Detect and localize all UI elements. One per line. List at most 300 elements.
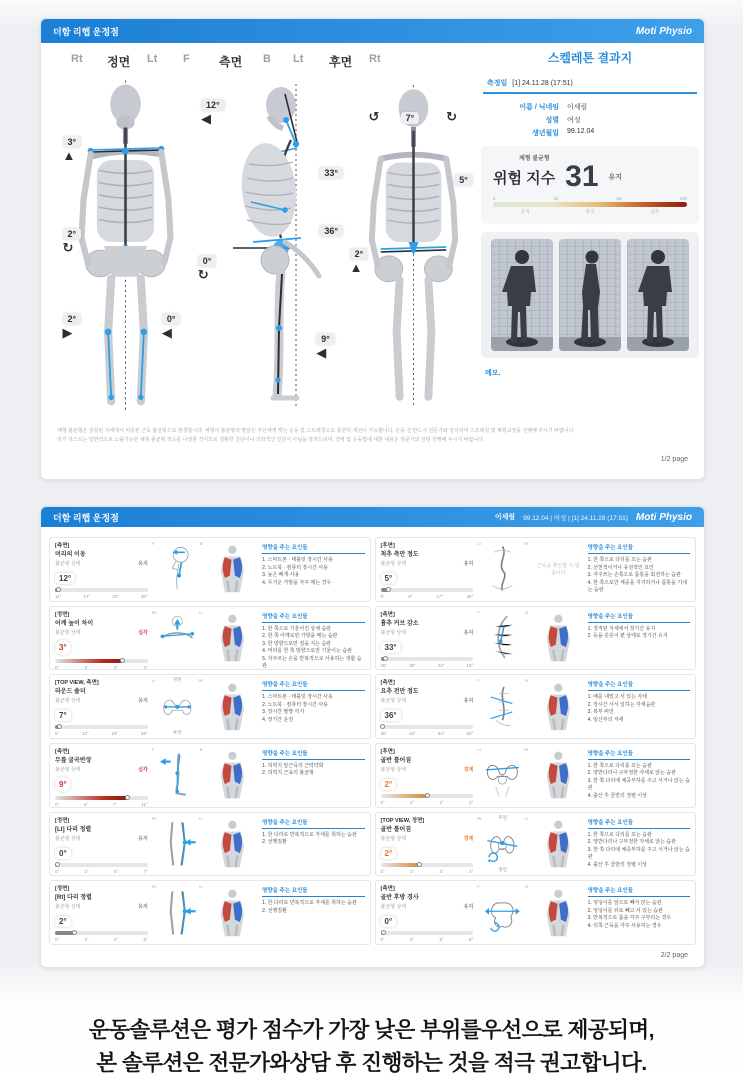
scale-bar (381, 725, 474, 729)
diagram-tag-right: B (525, 884, 528, 890)
measurement-block (375, 812, 697, 877)
tick-label: 1° (410, 799, 415, 805)
status-value: 경계 (463, 766, 474, 773)
tick-label: 4° (469, 868, 474, 874)
person-side-silhouette-icon (559, 239, 621, 351)
factors-heading: 영향을 주는 요인들 (262, 749, 364, 760)
status-label: 불균형 상태 (55, 766, 81, 773)
tick-label: 5° (114, 868, 119, 874)
diagram-top-label: 정면 (172, 677, 182, 683)
factors-list (588, 832, 690, 870)
status-label: 불균형 상태 (380, 766, 407, 773)
tick-label: 36° (380, 731, 388, 737)
tick-label: 7° (112, 801, 117, 807)
back-left-label: Lt (293, 53, 304, 65)
tick-label: 63° (466, 731, 474, 737)
angle-value: 9° (55, 777, 71, 792)
disclaimer-line1: 체형 불균형은 잘못된 자세에서 비롯된 근육 불균형으로 발생합니다. 체형의 불균형적 발달은 자신에게 맞는 운동 및 스트레칭으로 충분히 개선이 가능합니다. 운동 전 반드시 전문가와 상의하여 스트레칭 및 체형교정을 진행해 주시기 바랍니다. (57, 428, 575, 434)
front-left-label: Rt (71, 53, 83, 65)
measurement-block (375, 606, 697, 671)
tick-label: 4° (143, 664, 148, 670)
diagram-top-label: 후면 (498, 814, 507, 820)
scale-ticks (55, 937, 148, 942)
front-right-label: Lt (147, 53, 158, 65)
measurement-block (375, 537, 697, 602)
posture-diagram (151, 747, 204, 804)
factor-item: 4. 장기간 운전 (262, 716, 294, 723)
angle-value: 36° (381, 710, 401, 721)
factor-item: 3. 반복적으로 몸을 자주 구부리는 경우 (587, 915, 672, 922)
skeleton-result-panel (481, 49, 699, 378)
arrow-icon: ▲ (62, 148, 76, 164)
block-view-label: [후면] (380, 543, 395, 549)
diagram-tag-left: F (477, 884, 480, 890)
angle-badge-value: 5° (454, 174, 473, 186)
angle-badge-value: 2° (350, 248, 369, 260)
block-measure-name: 골반 틀어짐 (380, 826, 412, 833)
arrow-icon: ▲ (349, 260, 363, 276)
arrow-icon: ◀ (161, 325, 172, 340)
angle-value: 33° (381, 642, 401, 653)
scale-ticks (55, 869, 148, 874)
diagram-tag-left: F (151, 541, 155, 546)
arrow-icon: ↻ (197, 267, 209, 283)
photo-back (627, 239, 689, 351)
factor-item: 1. 스마트폰 · 태블릿 장시간 사용 (262, 694, 333, 701)
factors-heading: 영향을 주는 요인들 (588, 886, 690, 897)
posture-diagram (151, 816, 204, 873)
disclaimer-line2: 상기 리스트는 일반적으로 노출가능한 체형 불균형 정도를 나열한 것이므로 정확한 진단이나 의학적인 진단이 아님을 알려드리며, 질병 및 운동법에 대한 내용은 전문가와 상담 진행해 주시기 바랍니다. (57, 436, 485, 443)
tick-label: 4° (114, 937, 119, 943)
angle-value: 2° (55, 916, 71, 927)
scale-bar (55, 863, 148, 867)
block-measure-name: 골반 후방 경사 (380, 895, 419, 902)
angle-badge (368, 109, 379, 123)
measurement-grid (49, 537, 696, 945)
factor-item: 1. 스마트폰 · 태블릿 장시간 사용 (262, 557, 333, 563)
muscle-diagram (532, 747, 585, 804)
angle-badge (350, 248, 369, 274)
status-label: 불균형 상태 (55, 561, 81, 567)
tick-label: 12° (82, 731, 89, 737)
scale-ticks (381, 937, 474, 942)
angle-value: 0° (55, 848, 71, 859)
posture-diagram (151, 884, 204, 941)
muscle-diagram (532, 884, 585, 941)
factor-item: 2. 엉덩이를 뒤로 빼고 서 있는 습관 (587, 907, 663, 914)
block-measure-name: 어깨 높이 차이 (55, 620, 94, 627)
diagram-tag-right: B (525, 678, 528, 684)
factor-item: 2. 노트북 · 컴퓨터 장시간 사용 (262, 564, 328, 571)
factor-item: 4. 임산부의 자세 (587, 716, 624, 723)
factor-item: 3. 한 방향으로만 짐을 지는 습관 (262, 640, 332, 647)
scale-bar (381, 931, 474, 935)
angle-badge (454, 174, 473, 186)
tick-label: 5° (439, 937, 444, 943)
angle-badge-value: 12° (201, 99, 225, 111)
factor-item: 3. 장시간 팔짱 끼기 (262, 709, 305, 716)
angle-badge-value: 2° (63, 313, 82, 325)
tick-label: 8° (469, 937, 474, 943)
diagram-tag-right: Rt (198, 678, 203, 684)
report-page-1 (40, 18, 705, 480)
tick-label: 11° (141, 801, 148, 807)
tick-label: 3° (469, 799, 474, 805)
diagram-tag-left: Rt (151, 609, 156, 615)
gauge-bar (493, 202, 687, 207)
block-view-label: [TOP VIEW, 측면] (55, 680, 99, 687)
angle-value: 3° (55, 640, 71, 655)
factors-list (262, 557, 364, 587)
measurement-block (49, 880, 371, 945)
tick-label: 11° (55, 594, 62, 599)
angle-value: 2° (381, 848, 397, 859)
muscle-diagram (532, 541, 585, 598)
status-value: 유지 (463, 561, 474, 567)
tick-label: 17° (83, 594, 91, 599)
scale-bar (381, 657, 474, 661)
patient-meta: 99.12.04 | 여성 | [1] 24.11.28 (17:51) (523, 514, 628, 522)
factor-item: 2. 등을 꼿꼿이 편 상태로 장기간 유지 (587, 633, 668, 640)
posture-diagram (476, 610, 529, 667)
diagram-tag-left: Rt (151, 884, 156, 890)
factors-list (262, 763, 364, 778)
diagram-tag-right: Lt (199, 884, 203, 890)
brand-logo: Moti Physio (635, 511, 692, 523)
tick-label: 18° (466, 662, 474, 668)
factor-item: 2. 한 쪽 어깨로만 가방을 메는 습관 (262, 633, 338, 640)
angle-badge-value: 36° (319, 225, 343, 237)
scale-bar (381, 794, 474, 798)
side-right-label: B (263, 53, 271, 65)
factor-item: 1. 배를 내밀고 서 있는 자세 (587, 694, 647, 701)
tick-label: 2° (439, 799, 444, 805)
gauge-tick: 0 (493, 196, 496, 201)
tick-label: 1° (410, 868, 415, 874)
page1-header (41, 19, 704, 43)
factors-list (588, 694, 690, 724)
angle-badge (401, 112, 420, 124)
status-value: 심각 (138, 629, 148, 636)
status-value: 유지 (463, 629, 474, 636)
factors-list (588, 557, 690, 595)
arrow-icon: ↺ (368, 109, 380, 124)
scale-ticks (55, 594, 148, 599)
block-measure-name: 라운드 숄더 (55, 689, 86, 696)
measure-date (487, 78, 699, 88)
diagram-bottom-label: 후면 (172, 729, 182, 735)
muscle-diagram (206, 541, 259, 598)
block-view-label: [측면] (55, 543, 70, 549)
gauge-zone: 유지 (521, 209, 530, 214)
status-value: 유지 (463, 904, 474, 911)
angle-badge-value: 9° (316, 333, 335, 345)
block-view-label: [정면] (55, 817, 70, 824)
tick-label: 0° (55, 937, 60, 943)
muscle-diagram (532, 816, 585, 873)
clinic-name: 더함 리햅 운정점 (53, 26, 119, 37)
angle-value: 7° (55, 710, 71, 721)
posture-diagram (476, 816, 529, 873)
diagram-tag-left: F (477, 609, 480, 615)
diagram-tag-right: B (199, 541, 203, 546)
panel-title: 스켈레톤 결과지 (547, 51, 633, 65)
tick-label: 45° (409, 731, 416, 737)
muscle-diagram (206, 747, 259, 804)
factor-item: 3. 복부 비만 (587, 709, 614, 716)
front-view-title: 정면 (107, 55, 131, 69)
skeleton-back-icon (347, 75, 481, 415)
tick-label: 17° (436, 594, 443, 599)
factors-list (588, 763, 690, 801)
angle-badge (316, 333, 335, 359)
muscle-diagram (206, 816, 259, 873)
diagram-tag-right: Rt (523, 746, 528, 752)
measurement-block (375, 674, 697, 739)
posture-photos (481, 232, 699, 358)
block-view-label: [정면] (55, 886, 70, 893)
scale-ticks (381, 869, 474, 874)
measurement-block (49, 606, 371, 671)
angle-badge-value: 0° (198, 255, 217, 267)
page-number: 1/2 page (660, 456, 688, 463)
scale-bar (55, 588, 148, 592)
angle-badge (201, 99, 225, 125)
tick-label: 8° (408, 594, 413, 599)
factor-item: 4. 뒤쪽 근육을 자주 사용하는 경우 (587, 922, 662, 929)
factor-item: 1. 한 다리로 반복적으로 자세를 취하는 습관 (262, 900, 357, 907)
tick-label: 4° (83, 801, 89, 807)
brand-logo: Moti Physio (635, 25, 692, 37)
diagram-tag-left: F (477, 678, 480, 684)
muscle-note: 근육을 확인할 수 없습니다 (536, 563, 580, 577)
status-value: 유지 (138, 835, 148, 842)
block-view-label: [측면] (380, 611, 395, 618)
angle-badge (63, 228, 82, 254)
muscle-diagram (532, 610, 585, 667)
angle-badge (63, 136, 82, 162)
diagram-tag-left: Rt (151, 815, 156, 821)
divider (483, 92, 697, 94)
status-label: 불균형 상태 (380, 561, 407, 567)
angle-badge (63, 313, 82, 339)
status-label: 불균형 상태 (55, 835, 81, 842)
arrow-icon: ◀ (316, 345, 327, 361)
scale-bar (381, 863, 474, 867)
factor-item: 1. 한 쪽으로 기울어진 상체 습관 (262, 625, 332, 632)
tick-label: 36° (380, 662, 388, 668)
gauge-tick: 66 (616, 196, 622, 201)
block-view-label: [TOP VIEW, 정면] (380, 817, 425, 824)
tick-label: 0° (380, 799, 385, 805)
tick-label: 3° (114, 664, 119, 670)
patient-name: 이세림 (494, 514, 516, 521)
tick-label: 0° (55, 868, 60, 874)
diagram-tag-left: Lt (477, 746, 481, 752)
tick-label: 3° (439, 868, 444, 874)
factor-item: 1. 한 쪽으로 다리를 꼬는 습관 (587, 762, 652, 769)
status-label: 불균형 상태 (380, 904, 407, 911)
diagram-tag-right: Rt (523, 541, 528, 546)
risk-gauge-panel (481, 146, 699, 224)
back-view-title: 후면 (329, 55, 353, 69)
posture-diagram (476, 884, 529, 941)
gauge-zone: 관리 (585, 209, 595, 214)
clinic-name: 더함 리햅 운정점 (53, 512, 119, 523)
gauge-zone: 심각 (650, 209, 659, 214)
arrow-icon: ◀ (201, 110, 211, 126)
factors-heading: 영향을 주는 요인들 (262, 886, 364, 897)
status-value: 심각 (138, 766, 148, 773)
diagram-tag-right: Lt (199, 609, 203, 615)
scale-bar (55, 796, 148, 800)
scale-bar (55, 659, 148, 663)
scale-ticks (381, 663, 474, 668)
factor-item: 1. 엉덩이를 앞으로 빼서 앉는 습관 (587, 900, 662, 907)
skeleton-front-view (57, 75, 195, 415)
factor-item: 1. 경직된 자세에서 장기간 유지 (587, 625, 656, 632)
tick-label: 2° (84, 664, 89, 670)
factor-item: 1. 허벅지 앞근육의 근력약화 (262, 762, 324, 769)
posture-diagram (151, 541, 204, 598)
posture-diagram (151, 610, 204, 667)
factor-item: 3. 한 쪽 다리에 체중부하를 주고 서거나 앉는 습관 (587, 846, 690, 861)
angle-badge (198, 255, 217, 281)
measurement-block (49, 537, 371, 602)
photo-front (491, 239, 553, 351)
angle-badge-value: 33° (319, 167, 343, 179)
factors-list (262, 694, 364, 724)
risk-index-value: 31 (565, 160, 599, 193)
factor-item: 1. 한 다리로 반복적으로 자세를 취하는 습관 (262, 831, 357, 838)
factor-item: 3. 자주쓰는 손쪽으로 몸통을 회전하는 습관 (587, 572, 681, 578)
patient-info (481, 102, 699, 138)
factor-item: 3. 한 쪽 다리에 체중부하를 주고 서거나 앉는 습관 (587, 777, 690, 792)
tick-label: 30° (409, 662, 416, 668)
tick-label: 7° (143, 868, 148, 874)
factor-item: 2. 양반다리나 구부정한 자세로 앉는 습관 (587, 770, 676, 777)
tick-label: 0° (380, 868, 385, 874)
scale-ticks (55, 665, 148, 670)
bottom-note-line1: 운동솔루션은 평가 점수가 가장 낮은 부위를우선으로 제공되며, (88, 1018, 655, 1042)
measurement-block (49, 812, 371, 877)
measurement-block (375, 743, 697, 808)
muscle-diagram (206, 610, 259, 667)
status-value: 유지 (138, 698, 148, 705)
block-view-label: [정면] (55, 611, 70, 618)
side-left-label: F (183, 53, 190, 65)
status-value: 경계 (463, 835, 474, 842)
block-measure-name: 골반 틀어짐 (380, 757, 412, 764)
tick-label: 0° (380, 594, 385, 599)
block-measure-name: 요추 전만 정도 (380, 689, 419, 696)
risk-status: 유지 (608, 174, 623, 181)
tick-label: 26° (141, 731, 148, 737)
gauge-title: 위험 지수 (493, 169, 556, 187)
page2-header (41, 507, 704, 527)
block-measure-name: 흉추 커브 감소 (380, 620, 419, 627)
back-right-label: Rt (369, 53, 381, 65)
factors-heading: 영향을 주는 요인들 (588, 749, 690, 760)
report-page-2 (40, 506, 705, 968)
status-value: 유지 (138, 904, 148, 911)
diagram-tag-left: Lt (477, 541, 481, 546)
measurement-block (49, 743, 371, 808)
posture-diagram (476, 678, 529, 735)
angle-badge-value: 2° (63, 228, 82, 240)
arrow-icon: ↻ (446, 109, 458, 124)
tick-label: 0° (55, 801, 60, 807)
arrow-icon: ▶ (62, 325, 73, 340)
scale-ticks (55, 731, 148, 736)
factors-heading: 영향을 주는 요인들 (262, 612, 364, 623)
tick-label: 3° (410, 937, 415, 943)
bottom-note (0, 1014, 743, 1081)
disclaimer (57, 427, 688, 444)
block-view-label: [측면] (55, 748, 70, 755)
factors-heading: 영향을 주는 요인들 (262, 818, 364, 829)
factor-item: 1. 한 쪽으로 다리를 꼬는 습관 (587, 831, 652, 838)
factor-item: 3. 높은 베개 사용 (262, 572, 300, 578)
scale-bar (55, 725, 148, 729)
factors-list (262, 832, 364, 847)
tick-label: 25° (466, 594, 474, 599)
diagram-tag-right: Lt (524, 815, 528, 821)
tick-label: 24° (437, 662, 445, 668)
measurement-block (49, 674, 371, 739)
scale-ticks (381, 731, 474, 736)
angle-badge (319, 225, 343, 237)
tick-label: 0° (55, 664, 60, 670)
block-measure-name: 머리의 이동 (55, 552, 86, 558)
tick-label: 5° (55, 731, 60, 737)
muscle-diagram (206, 884, 259, 941)
diagram-tag-right: B (525, 609, 528, 615)
memo-label: 메모. (485, 370, 501, 377)
side-view-title: 측면 (219, 55, 243, 69)
factor-item: 2. 장시간 서서 일하는 자세습관 (587, 701, 656, 708)
factors-heading: 영향을 주는 요인들 (588, 680, 690, 691)
factors-heading: 영향을 주는 요인들 (588, 818, 690, 829)
factor-item: 4. 출산 후 골반의 정렬 이상 (587, 861, 647, 868)
gauge-zone-labels (493, 209, 687, 215)
status-label: 불균형 상태 (380, 629, 407, 636)
skeleton-side-view (193, 75, 353, 415)
status-label: 불균형 상태 (55, 629, 81, 636)
scale-bar (381, 588, 474, 592)
angle-value: 2° (381, 779, 397, 790)
factor-item: 2. 노트북 · 컴퓨터 장시간 사용 (262, 701, 328, 708)
factor-item: 5. 자주쓰는 손을 반복적으로 사용하는 생활 습관 (262, 655, 362, 670)
patient-info-row: 생년월일 99.12.04 (531, 128, 595, 137)
factors-heading: 영향을 주는 요인들 (588, 543, 690, 554)
factor-item: 2. 허벅지 근육의 불균형 (262, 770, 314, 777)
photo-side (559, 239, 621, 351)
factors-list (588, 900, 690, 930)
tick-label: 0° (380, 937, 385, 943)
measure-date-label: 측정일 (487, 80, 508, 87)
gauge-tick: 33 (553, 196, 559, 201)
tick-label: 19° (111, 731, 119, 737)
factor-item: 2. 양반다리나 구부정한 자세로 앉는 습관 (587, 839, 676, 846)
scale-ticks (55, 802, 148, 807)
gauge-subtitle: 체형 불균형 (519, 156, 550, 162)
factors-list (262, 626, 364, 671)
gauge-ticks (493, 196, 687, 201)
gauge-tick: 100 (679, 196, 687, 201)
person-front-silhouette-icon (491, 239, 553, 351)
factor-item: 2. 선천적이거나 유전적인 요인 (587, 564, 654, 571)
